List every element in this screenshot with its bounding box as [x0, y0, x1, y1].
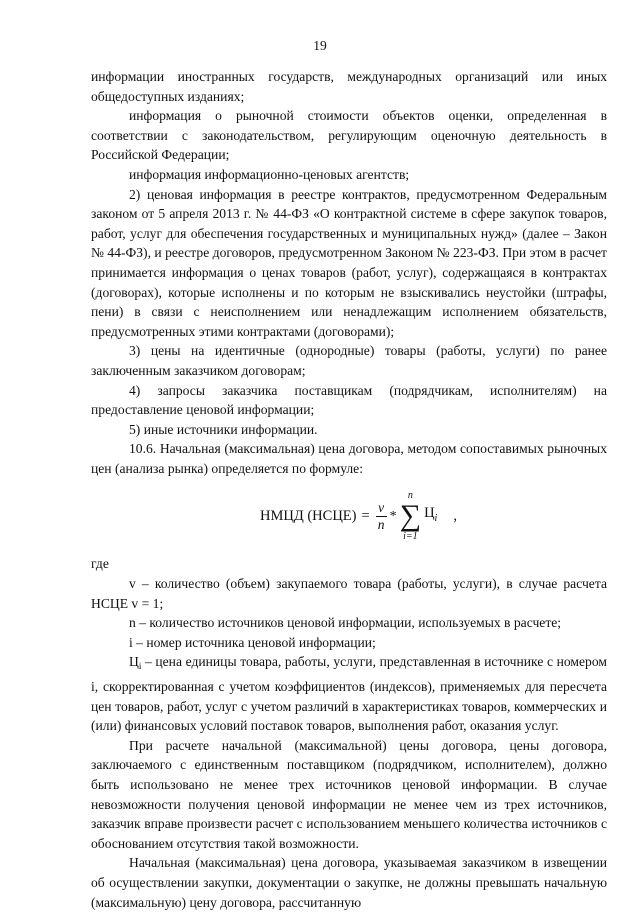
definition-ci-symbol: Ц — [129, 654, 139, 670]
definition-ci — [91, 652, 607, 735]
definition-i: i – номер источника ценовой информации; — [129, 634, 376, 650]
formula-numerator: v — [378, 499, 385, 515]
page-number: 19 — [313, 38, 327, 53]
paragraph-three-sources-rule: При расчете начальной (максимальной) цены договора, цены договора, заключаемого с единственным поставщиком (подрядчиком, исполнителем), должно быть использовано не менее трех источников ценовой информации. В случае невозможности получения ценовой информации не менее чем из трех источников, заказчик вправе произвести расчет с использованием меньшего количества источников с обоснованием отсутствия такой возможности. — [91, 737, 607, 851]
paragraph-market-value-info: информация о рыночной стоимости объектов оценки, определенная в соответствии с законодательством, регулирующим оценочную деятельность в Российской Федерации; — [91, 108, 607, 163]
paragraph-price-agencies: информация информационно-ценовых агентств; — [129, 166, 410, 182]
formula-term-subscript: i — [434, 513, 438, 525]
definition-ci-text: – цена единицы товара, работы, услуги, представленная в источнике с номером i, скорректированная с учетом коэффициентов (индексов), применяемых для пересчета цен товаров, работ, услуг с учетом различий в характеристиках товаров, коммерческих и (или) финансовых условий поставок товаров, выполнения работ, оказания услуг. — [91, 654, 607, 734]
formula-sum — [400, 490, 421, 542]
formula-denominator: n — [377, 516, 385, 532]
paragraph-item-3-identical-goods: 3) цены на идентичные (однородные) товары (работы, услуги) по ранее заключенным заказчиком договорам; — [91, 343, 607, 378]
paragraph-item-5-other-sources: 5) иные источники информации. — [129, 421, 318, 437]
paragraph-10-6-formula-intro: 10.6. Начальная (максимальная) цена договора, методом сопоставимых рыночных цен (анализа рынка) определяется по формуле: — [91, 441, 607, 476]
sum-upper-limit: n — [407, 490, 413, 502]
formula-multiply: * — [389, 508, 397, 524]
formula-fraction — [376, 501, 387, 532]
definition-v: v – количество (объем) закупаемого товара (работы, услуги), в случае расчета НСЦЕ v = 1; — [91, 576, 607, 611]
price-formula-expression — [260, 484, 457, 548]
paragraph-item-2-contract-registry: 2) ценовая информация в реестре контрактов, предусмотренном Федеральным законом от 5 апреля 2013 г. № 44-ФЗ «О контрактной системе в сфере закупок товаров, работ, услуг для обеспечения государственных и муниципальных нужд» (далее – Закон № 44-ФЗ), и реестре договоров, предусмотренном Законом № 223-ФЗ. При этом в расчет принимается информация о ценах товаров (работ, услуг), содержащаяся в контрактах (договорах), которые исполнены и по которым не взыскивались неустойки (штрафы, пени) в связи с неисполнением или ненадлежащим исполнением обязательств, предусмотренных этими контрактами (договорами); — [91, 186, 607, 339]
sum-symbol: ∑ — [399, 499, 422, 533]
paragraph-foreign-sources: информации иностранных государств, международных организаций или иных общедоступных изданиях; — [91, 69, 607, 104]
paragraph-max-price-limit: Начальная (максимальная) цена договора, указываемая заказчиком в извещении об осуществлении закупки, документации о закупке, не должны превышать начальную (максимальную) цену договора, рассчитанную — [91, 855, 607, 910]
formula-equals: = — [361, 507, 370, 524]
definition-n: n – количество источников ценовой информации, используемых в расчете; — [129, 615, 562, 631]
price-formula — [91, 484, 607, 548]
paragraph-item-4-supplier-requests: 4) запросы заказчика поставщикам (подрядчикам, исполнителям) на предоставление ценовой информации; — [91, 382, 607, 418]
sum-lower-limit: i=1 — [403, 531, 418, 543]
formula-lhs: НМЦД (НСЦЕ) — [260, 507, 357, 524]
definition-ci-subscript: i — [138, 661, 142, 672]
formula-trailing-comma: , — [453, 507, 457, 524]
document-body — [91, 67, 607, 912]
where-label: где — [91, 556, 109, 572]
formula-term-symbol: Ц — [424, 505, 435, 522]
formula-term — [424, 504, 437, 528]
